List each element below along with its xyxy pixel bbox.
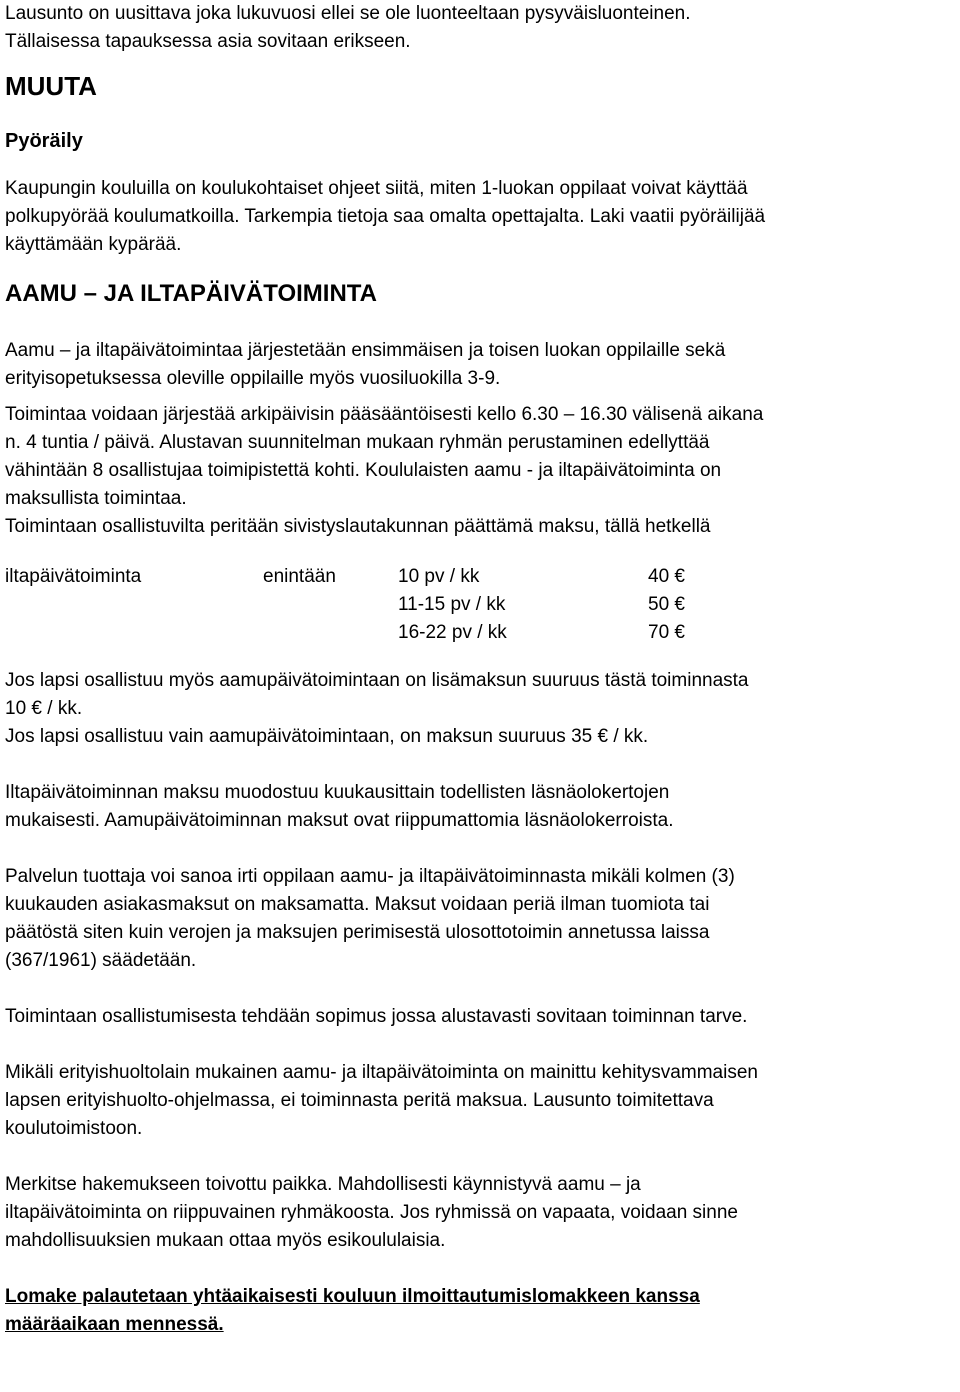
fee-days: 16-22 pv / kk (398, 622, 507, 643)
fee-days: 11-15 pv / kk (398, 594, 506, 615)
application-paragraph (5, 1171, 955, 1255)
fee-days: 10 pv / kk (398, 566, 480, 587)
special-care-paragraph (5, 1059, 955, 1143)
text-line: Mikäli erityishuoltolain mukainen aamu- ja iltapäivätoiminta on mainittu kehitysvammaisen (5, 1062, 758, 1083)
intro-paragraph (5, 0, 955, 56)
section-heading-muuta: MUUTA (5, 71, 97, 101)
text-line: kuukauden asiakasmaksut on maksamatta. Maksut voidaan periä ilman tuomiota tai (5, 894, 710, 915)
text-line: Jos lapsi osallistuu vain aamupäivätoimintaan, on maksun suuruus 35 € / kk. (5, 726, 649, 747)
cycling-paragraph (5, 175, 955, 259)
extra-fee-paragraph (5, 667, 955, 751)
closing-instruction (5, 1283, 955, 1339)
schedule-paragraph (5, 401, 955, 541)
text-line: Lomake palautetaan yhtäaikaisesti kouluun ilmoittautumislomakkeen kanssa (5, 1286, 700, 1307)
text-line: maksullista toimintaa. (5, 488, 187, 509)
text-line: Toimintaan osallistumisesta tehdään sopimus jossa alustavasti sovitaan toiminnan tarve. (5, 1006, 748, 1027)
text-line: Palvelun tuottaja voi sanoa irti oppilaan aamu- ja iltapäivätoiminnasta mikäli kolmen (3) (5, 866, 735, 887)
text-line: Jos lapsi osallistuu myös aamupäivätoimintaan on lisämaksun suuruus tästä toiminnasta (5, 670, 749, 691)
text-line: Merkitse hakemukseen toivottu paikka. Mahdollisesti käynnistyvä aamu – ja (5, 1174, 641, 1195)
text-line: Toimintaan osallistuvilta peritään sivistyslautakunnan päättämä maksu, tällä hetkellä (5, 516, 711, 537)
fee-empty-cell (263, 619, 398, 647)
text-line: määräaikaan mennessä. (5, 1314, 224, 1335)
text-line: Aamu – ja iltapäivätoimintaa järjestetään ensimmäisen ja toisen luokan oppilaille sekä (5, 340, 726, 361)
text-line: koulutoimistoon. (5, 1118, 143, 1139)
fee-qualifier: enintään (263, 566, 336, 587)
fee-price: 40 € (648, 566, 685, 587)
text-line: käyttämään kypärää. (5, 234, 182, 255)
fee-price: 70 € (648, 622, 685, 643)
text-line: Iltapäivätoiminnan maksu muodostuu kuukausittain todellisten läsnäolokertojen (5, 782, 670, 803)
text-line: n. 4 tuntia / päivä. Alustavan suunnitelman mukaan ryhmän perustaminen edellyttää (5, 432, 710, 453)
text-line: mukaisesti. Aamupäivätoiminnan maksut ovat riippumattomia läsnäolokerroista. (5, 810, 674, 831)
text-line: Tällaisessa tapauksessa asia sovitaan erikseen. (5, 31, 411, 52)
fee-empty-cell (263, 591, 398, 619)
fee-empty-cell (5, 591, 263, 619)
text-line: polkupyörää koulumatkoilla. Tarkempia tietoja saa omalta opettajalta. Laki vaatii pyöräilijää (5, 206, 766, 227)
text-line: Lausunto on uusittava joka lukuvuosi ellei se ole luonteeltaan pysyväisluonteinen. (5, 3, 691, 24)
text-line: Kaupungin kouluilla on koulukohtaiset ohjeet siitä, miten 1-luokan oppilaat voivat käyttää (5, 178, 748, 199)
fee-price: 50 € (648, 594, 685, 615)
text-line: 10 € / kk. (5, 698, 83, 719)
activity-intro-paragraph (5, 337, 955, 393)
text-line: vähintään 8 osallistujaa toimipistettä kohti. Koululaisten aamu - ja iltapäivätoiminta on (5, 460, 722, 481)
fee-basis-paragraph (5, 779, 955, 835)
fee-empty-cell (5, 619, 263, 647)
fee-table (5, 563, 955, 647)
text-line: erityisopetuksessa oleville oppilaille myös vuosiluokilla 3-9. (5, 368, 501, 389)
text-line: päätöstä siten kuin verojen ja maksujen perimisestä ulosottotoimin annetussa laissa (5, 922, 710, 943)
text-line: mahdollisuuksien mukaan ottaa myös esikoululaisia. (5, 1230, 446, 1251)
subheading-pyoraily: Pyöräily (5, 130, 83, 152)
text-line: (367/1961) säädetään. (5, 950, 197, 971)
termination-paragraph (5, 863, 955, 975)
document-page (5, 0, 955, 1339)
fee-label: iltapäivätoiminta (5, 566, 142, 587)
section-heading-aamu: AAMU – JA ILTAPÄIVÄTOIMINTA (5, 280, 377, 307)
text-line: Toimintaa voidaan järjestää arkipäivisin pääsääntöisesti kello 6.30 – 16.30 välisenä aikana (5, 404, 764, 425)
agreement-paragraph (5, 1003, 955, 1031)
text-line: lapsen erityishuolto-ohjelmassa, ei toiminnasta peritä maksua. Lausunto toimitettava (5, 1090, 714, 1111)
text-line: iltapäivätoiminta on riippuvainen ryhmäkoosta. Jos ryhmissä on vapaata, voidaan sinne (5, 1202, 738, 1223)
